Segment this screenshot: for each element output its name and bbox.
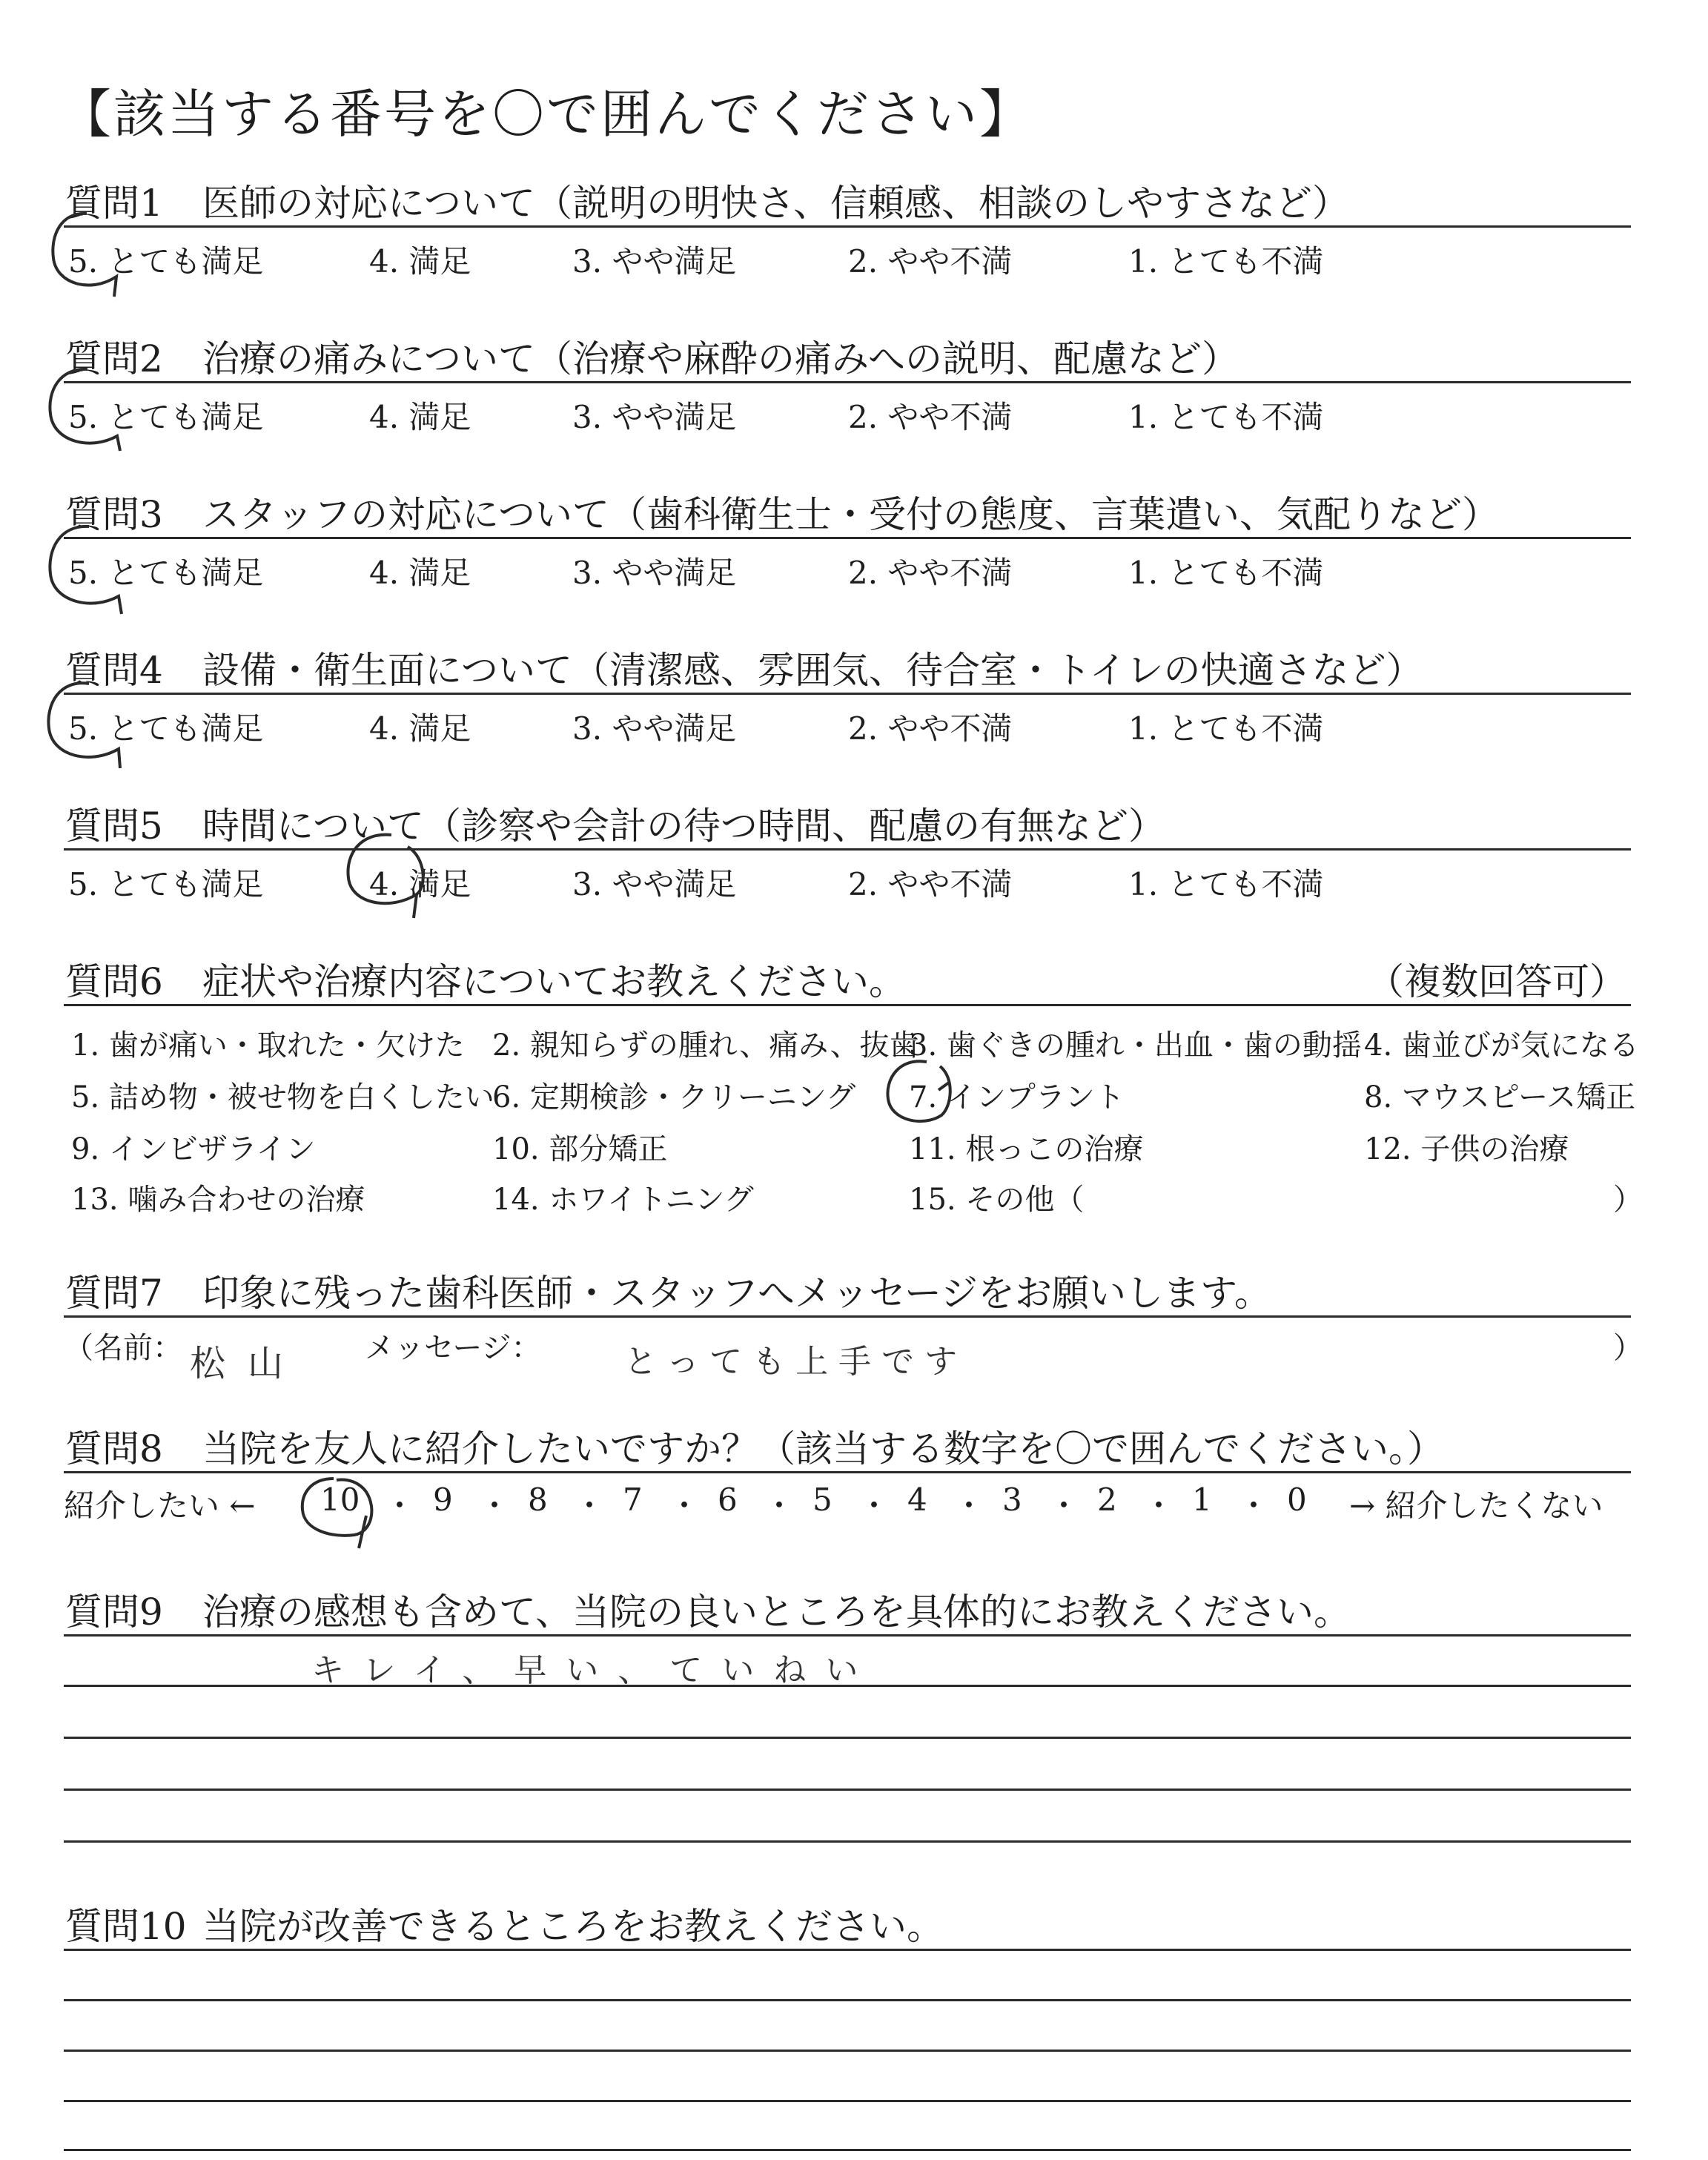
answer-line [64,2100,1631,2102]
answer-line [64,1737,1631,1739]
rating-option-2[interactable]: 2. やや不満 [848,555,1013,591]
rating-option-3[interactable]: 3. やや満足 [572,243,737,280]
rating-option-5[interactable]: 5. とても満足 [68,399,264,435]
question-number: 質問3 [65,493,163,536]
scale-separator: ・ [1143,1487,1175,1524]
symptom-option-15[interactable]: 15. その他（ [909,1183,1085,1217]
question-number: 質問5 [65,805,163,848]
recommend-left-label: 紹介したい ← [64,1487,256,1524]
rule [64,1315,1631,1318]
question-2 [65,329,1239,383]
name-label: （名前： [64,1331,182,1365]
rating-option-4[interactable]: 4. 満足 [369,710,471,747]
rating-option-1[interactable]: 1. とても不満 [1128,710,1324,747]
question-7 [65,1264,1271,1317]
question-text: 印象に残った歯科医師・スタッフへメッセージをお願いします。 [202,1272,1271,1315]
rating-option-1[interactable]: 1. とても不満 [1128,243,1324,280]
scale-5[interactable]: 5 [812,1482,833,1518]
symptom-option-12[interactable]: 12. 子供の治療 [1364,1132,1569,1166]
multiple-answers-note: （複数回答可） [1367,960,1626,1003]
scale-9[interactable]: 9 [433,1482,453,1518]
question-number: 質問1 [65,182,163,225]
question-number: 質問7 [65,1272,163,1315]
symptom-option-10[interactable]: 10. 部分矯正 [492,1132,668,1166]
answer-circle-mark [295,1471,384,1553]
symptom-option-14[interactable]: 14. ホワイトニング [492,1183,754,1217]
symptom-option-2[interactable]: 2. 親知らずの腫れ、痛み、抜歯 [492,1028,919,1063]
question-9 [65,1582,1351,1636]
question-8 [65,1419,1444,1473]
rating-option-4[interactable]: 4. 満足 [369,866,471,902]
rating-option-5[interactable]: 5. とても満足 [68,555,264,591]
question-number: 質問2 [65,337,163,380]
question-text: 当院を友人に紹介したいですか？（該当する数字を〇で囲んでください。） [202,1427,1444,1470]
scale-separator: ・ [764,1487,795,1524]
rating-option-1[interactable]: 1. とても不満 [1128,399,1324,435]
name-value[interactable]: 松山 [190,1343,306,1384]
scale-separator: ・ [479,1487,511,1524]
scale-separator: ・ [1238,1487,1270,1524]
answer-circle-mark [881,1053,962,1135]
symptom-option-11[interactable]: 11. 根っこの治療 [909,1132,1144,1166]
answer-line [64,1840,1631,1843]
scale-separator: ・ [858,1487,890,1524]
answer-line [64,1999,1631,2001]
rule [64,1004,1631,1006]
scale-6[interactable]: 6 [718,1482,738,1518]
rating-option-4[interactable]: 4. 満足 [369,399,471,435]
rating-option-2[interactable]: 2. やや不満 [848,710,1013,747]
message-label: メッセージ： [365,1331,541,1365]
rating-option-1[interactable]: 1. とても不満 [1128,866,1324,902]
symptom-option-3[interactable]: 3. 歯ぐきの腫れ・出血・歯の動揺 [909,1028,1362,1063]
page-title: 【該当する番号を〇で囲んでください】 [59,84,1033,145]
symptom-option-7[interactable]: 7. インプラント [909,1080,1125,1114]
scale-4[interactable]: 4 [907,1482,927,1518]
recommend-right-label: → 紹介したくない [1349,1487,1603,1524]
symptom-option-9[interactable]: 9. インビザライン [71,1132,316,1166]
rating-option-3[interactable]: 3. やや満足 [572,399,737,435]
rule [64,225,1631,228]
question-number: 質問8 [65,1427,163,1470]
scale-2[interactable]: 2 [1097,1482,1117,1518]
scale-7[interactable]: 7 [623,1482,643,1518]
rating-option-5[interactable]: 5. とても満足 [68,710,264,747]
scale-separator: ・ [1048,1487,1080,1524]
question-number: 質問10 [65,1905,187,1948]
symptom-option-8[interactable]: 8. マウスピース矯正 [1364,1080,1636,1114]
question-text: 医師の対応について（説明の明快さ、信頼感、相談のしやすさなど） [202,182,1349,225]
question-6 [65,952,906,1005]
rule [64,1634,1631,1636]
answer-circle-mark [43,362,132,458]
rating-option-4[interactable]: 4. 満足 [369,555,471,591]
message-close-paren: ） [1613,1331,1643,1365]
question-text: 症状や治療内容についてお教えください。 [202,960,906,1003]
answer-line [64,1789,1631,1791]
rating-option-4[interactable]: 4. 満足 [369,243,471,280]
scale-separator: ・ [574,1487,606,1524]
other-close-paren: ） [1613,1183,1643,1217]
rating-option-5[interactable]: 5. とても満足 [68,866,264,902]
symptom-option-6[interactable]: 6. 定期検診・クリーニング [492,1080,856,1114]
rule [64,693,1631,695]
question-number: 質問6 [65,960,163,1003]
question-10 [65,1897,944,1950]
answer-line [64,2050,1631,2052]
scale-0[interactable]: 0 [1287,1482,1307,1518]
scale-1[interactable]: 1 [1192,1482,1212,1518]
rating-option-1[interactable]: 1. とても不満 [1128,555,1324,591]
rating-option-2[interactable]: 2. やや不満 [848,866,1013,902]
question-4 [65,641,1423,694]
answer-circle-mark [46,206,128,303]
answer-line [64,2149,1631,2151]
question-text: 治療の感想も含めて、当院の良いところを具体的にお教えください。 [202,1591,1351,1634]
question-number: 質問4 [65,649,163,692]
scale-separator: ・ [384,1487,416,1524]
question-text: 当院が改善できるところをお教えください。 [202,1905,944,1948]
question-text: 治療の痛みについて（治療や麻酔の痛みへの説明、配慮など） [202,337,1239,380]
rating-option-2[interactable]: 2. やや不満 [848,399,1013,435]
rating-option-2[interactable]: 2. やや不満 [848,243,1013,280]
symptom-option-1[interactable]: 1. 歯が痛い・取れた・欠けた [71,1028,465,1063]
answer-line [64,1685,1631,1687]
question-text: 設備・衛生面について（清潔感、雰囲気、待合室・トイレの快適さなど） [202,649,1423,692]
rule [64,537,1631,539]
rating-option-3[interactable]: 3. やや満足 [572,866,737,902]
scale-10[interactable]: 10 [320,1482,360,1518]
rule [64,848,1631,851]
answer-line [64,1949,1631,1951]
scale-separator: ・ [669,1487,701,1524]
question-5 [65,796,1165,850]
rating-option-3[interactable]: 3. やや満足 [572,555,737,591]
question-1 [65,174,1349,227]
symptom-option-5[interactable]: 5. 詰め物・被せ物を白くしたい [71,1080,494,1114]
good-points-answer[interactable]: キレイ、早い、ていねい [311,1651,878,1689]
symptom-option-4[interactable]: 4. 歯並びが気になる [1364,1028,1639,1063]
symptom-option-13[interactable]: 13. 噛み合わせの治療 [71,1183,365,1217]
answer-circle-mark [43,519,132,623]
message-value[interactable]: とっても上手です [624,1343,968,1381]
scale-separator: ・ [953,1487,985,1524]
rating-option-3[interactable]: 3. やや満足 [572,710,737,747]
question-text: 時間について（診察や会計の待つ時間、配慮の有無など） [202,805,1165,848]
question-number: 質問9 [65,1591,163,1634]
scale-3[interactable]: 3 [1002,1482,1022,1518]
rule [64,381,1631,383]
question-text: スタッフの対応について（歯科衛生士・受付の態度、言葉遣い、気配りなど） [202,493,1499,536]
answer-circle-mark [340,828,436,924]
answer-circle-mark [42,675,130,771]
rating-option-5[interactable]: 5. とても満足 [68,243,264,280]
question-3 [65,485,1499,538]
scale-8[interactable]: 8 [528,1482,548,1518]
